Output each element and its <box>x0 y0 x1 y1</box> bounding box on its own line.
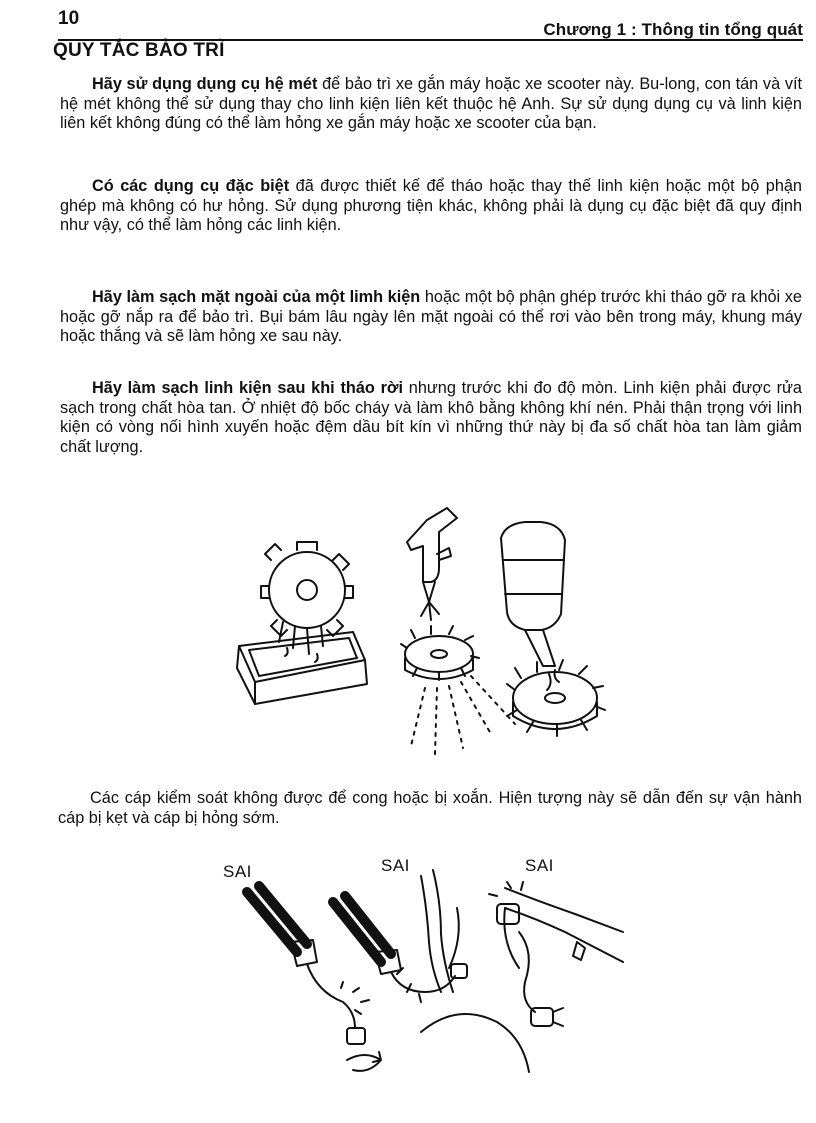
paragraph-metric-tools <box>60 75 802 134</box>
wrong-label: SAI <box>525 856 554 875</box>
wrong-label: SAI <box>381 856 410 875</box>
cable-warning-illustration <box>205 852 625 1082</box>
pinched-cable-icon <box>333 870 529 1072</box>
page-number: 10 <box>58 8 80 29</box>
paragraph-body: nhưng trước khi đo độ mòn. Linh kiện phải được rửa sạch trong chất hòa tan. Ở nhiệt độ bốc cháy và làm khô bằng không khí nén. Phải thận trọng với linh kiện có vòng nối hình xuyến hoặc đệm dầu bít kín vì những thứ này bị đa số chất hòa tan làm giảm chất lượng. <box>60 379 802 456</box>
wrong-label: SAI <box>223 862 252 881</box>
paragraph-lead: Có các dụng cụ đặc biệt <box>92 177 290 195</box>
paragraph-clean-parts <box>60 379 802 457</box>
oil-bottle-icon <box>501 522 565 666</box>
paragraph-lead: Hãy sử dụng dụng cụ hệ mét <box>92 75 318 93</box>
oiled-gear-icon <box>507 660 605 736</box>
chapter-title: Chương 1 : Thông tin tổng quát <box>543 20 803 39</box>
paragraph-lead: Hãy làm sạch mặt ngoài của một limh kiện <box>92 288 421 306</box>
paragraph-clean-exterior <box>60 288 802 347</box>
paragraph-special-tools <box>60 177 802 236</box>
paragraph-lead: Hãy làm sạch linh kiện sau khi tháo rời <box>92 379 404 397</box>
page-header <box>58 8 803 42</box>
paragraph-body: Các cáp kiểm soát không được để cong hoặc bị xoắn. Hiện tượng này sẽ dẫn đến sự vận hành cáp bị kẹt và cáp bị hỏng sớm. <box>58 789 802 827</box>
air-spray-gun-icon <box>407 508 457 620</box>
paragraph-body: đã được thiết kế để tháo hoặc thay thế linh kiện hoặc một bộ phận ghép mà không có hư hỏng. Sử dụng phương tiện khác, không phải là dụng cụ đặc biệt đã quy định như vậy, có thể làm hỏng các linh kiện. <box>60 177 802 235</box>
sharply-bent-cable-icon <box>489 882 623 1026</box>
paragraph-body: để bảo trì xe gắn máy hoặc xe scooter này. Bu-long, con tán và vít hệ mét không thể sử dụng thay cho linh kiện liên kết thuộc hệ Anh. Sự sử dụng dụng cụ và linh kiện liên kết không đúng có thể làm hỏng xe gắn máy hoặc xe scooter của bạn. <box>60 75 803 133</box>
paragraph-body: hoặc một bộ phận ghép trước khi tháo gỡ ra khỏi xe hoặc gỡ nắp ra để bảo trì. Bụi bám lâu ngày lên mặt ngoài có thể rơi vào bên trong máy, khung máy hoặc thắng và sẽ làm hỏng xe sau này. <box>60 288 802 346</box>
solvent-tray-icon <box>237 632 367 704</box>
gear-being-sprayed-icon <box>401 626 479 680</box>
spray-droplets <box>411 676 515 754</box>
cleaning-illustration <box>225 498 625 763</box>
cable-paragraph <box>58 789 802 828</box>
section-title: QUY TẮC BẢO TRÌ <box>53 40 225 61</box>
